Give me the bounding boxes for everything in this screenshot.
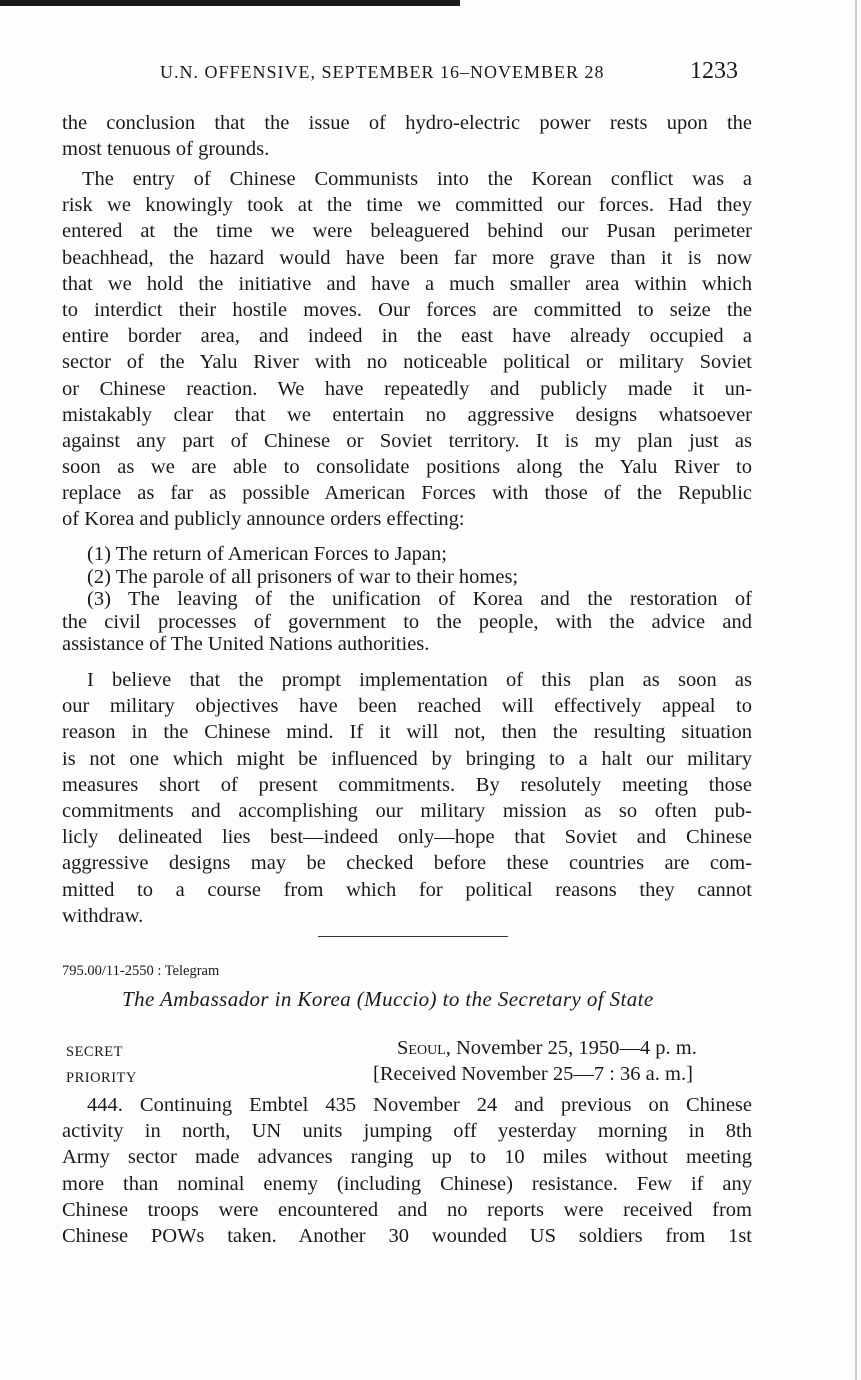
text-line: most tenuous of grounds. [62,138,270,161]
text-line: more than nominal enemy (including Chinese) resistance. Few if any [62,1172,752,1195]
text-line: replace as far as possible American Forces with those of the Republic [62,482,752,505]
text-line: of Korea and publicly announce orders effecting: [62,508,465,531]
text-line: that we hold the initiative and have a much smaller area within which [62,272,752,295]
priority-label: PRIORITY [66,1070,137,1086]
text-line: sector of the Yalu River with no noticeable political or military Soviet [62,351,752,374]
text-line: withdraw. [62,904,144,927]
classification-label: SECRET [66,1044,123,1060]
text-line: entered at the time we were beleaguered behind our Pusan perimeter [62,220,752,243]
paragraph-chinese-entry [62,166,752,533]
text-line: 444. Continuing Embtel 435 November 24 and previous on Chinese [87,1094,752,1116]
document-heading: The Ambassador in Korea (Muccio) to the Secretary of State [122,987,654,1011]
running-head: U.N. OFFENSIVE, SEPTEMBER 16–NOVEMBER 28 [160,62,605,82]
text-line: Army sector made advances ranging up to 10 miles without meeting [62,1146,752,1169]
text-line: commitments and accomplishing our military mission as so often pub- [62,799,752,822]
text-line: mistakably clear that we entertain no aggressive designs whatsoever [62,403,752,426]
text-line: Chinese POWs taken. Another 30 wounded US soldiers from 1st [62,1224,752,1247]
text-line: reason in the Chinese mind. If it will not, then the resulting situation [62,721,752,744]
text-line: is not one which might be influenced by bringing to a halt our military [62,747,752,770]
orders-list [62,543,752,656]
telegram-body [62,1092,752,1249]
text-line: I believe that the prompt implementation of this plan as soon as [87,669,752,691]
text-line: mitted to a course from which for political reasons they cannot [62,878,752,901]
text-line: risk we knowingly took at the time we committed our forces. Had they [62,194,752,217]
dateline [397,1037,697,1060]
file-reference: 795.00/11-2550 : Telegram [62,963,220,979]
text-line: soon as we are able to consolidate positions along the Yalu River to [62,456,752,479]
list-item: (1) The return of American Forces to Japan; [87,543,447,565]
text-line: or Chinese reaction. We have repeatedly and publicly made it un- [62,377,752,400]
paragraph-plan-belief [62,667,752,929]
top-edge-rule [0,0,460,6]
page-number: 1233 [690,58,738,84]
dateline-place: Seoul, [397,1037,451,1059]
text-line: the conclusion that the issue of hydro-electric power rests upon the [62,112,752,134]
right-edge-shadow [855,0,857,1380]
text-line: to interdict their hostile moves. Our forces are committed to seize the [62,298,752,321]
text-line: activity in north, UN units jumping off yesterday morning in 8th [62,1120,752,1143]
text-line: aggressive designs may be checked before these countries are com- [62,852,752,875]
text-line: our military objectives have been reached will effectively appeal to [62,695,752,718]
text-line: against any part of Chinese or Soviet territory. It is my plan just as [62,429,752,452]
text-line: beachhead, the hazard would have been far more grave than it is now [62,246,752,269]
list-item: (3) The leaving of the unification of Korea and the restoration of [87,588,752,610]
dateline-date: November 25, 1950—4 p. m. [450,1037,697,1059]
text-line: Chinese troops were encountered and no reports were received from [62,1198,752,1221]
list-continuation-line: assistance of The United Nations authorities. [62,633,430,655]
text-line: entire border area, and indeed in the east have already occupied a [62,325,752,348]
list-item: (2) The parole of all prisoners of war to their homes; [87,565,519,588]
text-line: licly delineated lies best—indeed only—hope that Soviet and Chinese [62,826,752,849]
list-continuation-line: the civil processes of government to the people, with the advice and [62,610,752,633]
section-separator-rule [318,936,508,937]
continuation-paragraph [62,110,752,162]
text-line: measures short of present commitments. By resolutely meeting those [62,773,752,796]
text-line: The entry of Chinese Communists into the Korean conflict was a [82,168,752,190]
received-line: [Received November 25—7 : 36 a. m.] [373,1063,693,1085]
